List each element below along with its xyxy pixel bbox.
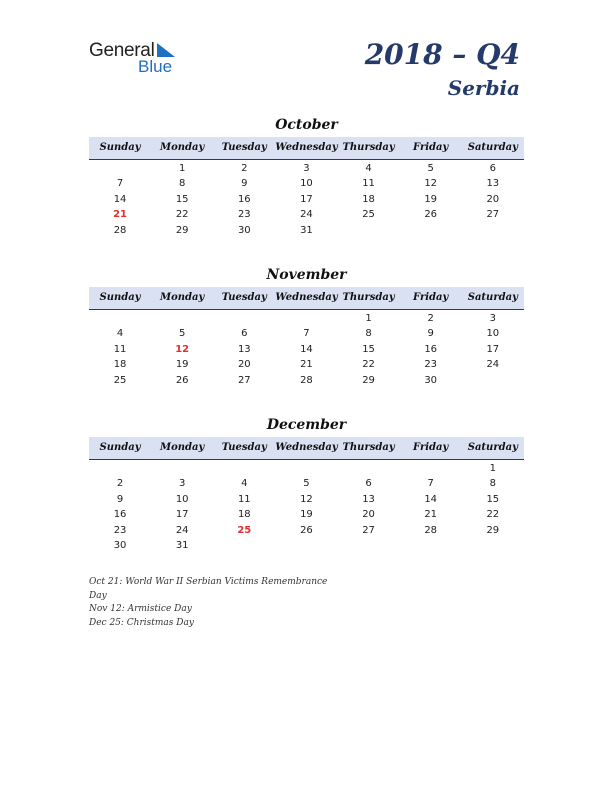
day-cell: 4: [241, 478, 248, 490]
day-cell: [275, 538, 337, 553]
day-cell: 15: [175, 193, 189, 205]
day-cell: [213, 311, 275, 326]
day-cell: 5: [427, 163, 434, 174]
week-row: [89, 492, 524, 507]
week-row: [89, 357, 524, 372]
holiday-day-cell: 21: [113, 209, 128, 221]
day-cell: 29: [486, 524, 500, 536]
day-cell: 19: [300, 509, 313, 521]
day-cell: [151, 311, 213, 326]
weekday-header-row: [89, 137, 524, 160]
weekday-header: Tuesday: [221, 142, 267, 153]
week-row: [89, 223, 524, 238]
day-cell: 12: [424, 178, 438, 190]
day-cell: 5: [303, 478, 310, 490]
weekday-header: Wednesday: [275, 292, 338, 303]
day-cell: 16: [424, 343, 438, 355]
day-cell: [275, 461, 337, 476]
day-cell: [275, 311, 337, 326]
day-cell: [151, 461, 213, 476]
day-cell: 31: [300, 224, 313, 236]
day-cell: 6: [365, 478, 372, 490]
day-cell: [89, 161, 151, 176]
weekday-header: Saturday: [467, 442, 518, 453]
day-cell: 9: [116, 493, 124, 505]
week-row: [89, 192, 524, 207]
note-line: Day: [89, 590, 107, 601]
day-cell: 20: [362, 509, 375, 521]
day-cell: 14: [424, 493, 438, 505]
day-cell: 4: [116, 328, 124, 340]
weekday-header: Thursday: [342, 442, 395, 453]
day-cell: 22: [486, 509, 500, 521]
day-cell: 2: [116, 478, 124, 490]
day-cell: 7: [427, 478, 434, 490]
day-cell: 8: [489, 478, 496, 490]
day-cell: 30: [113, 539, 127, 551]
day-cell: 22: [175, 209, 189, 221]
day-cell: [89, 311, 151, 326]
note-line: Nov 12: Armistice Day: [89, 604, 192, 614]
day-cell: [338, 223, 400, 238]
day-cell: [89, 461, 151, 476]
weekday-header: Monday: [160, 292, 205, 303]
day-cell: 9: [427, 328, 434, 340]
weekday-header: Friday: [413, 442, 449, 453]
weekday-header: Saturday: [467, 292, 518, 303]
week-row: [89, 461, 524, 476]
week-row: [89, 507, 524, 522]
week-row: [89, 176, 524, 191]
day-cell: 2: [427, 313, 434, 324]
brand-logo: [89, 40, 199, 80]
weekday-header: Monday: [160, 442, 205, 453]
day-cell: 16: [237, 193, 251, 205]
day-cell: [213, 538, 275, 553]
month-name: November: [266, 267, 347, 283]
day-cell: [462, 373, 524, 388]
day-cell: 27: [362, 524, 375, 536]
day-cell: 3: [179, 478, 186, 490]
day-cell: 1: [489, 463, 496, 474]
day-cell: 18: [237, 509, 251, 521]
day-cell: 4: [365, 163, 372, 174]
day-cell: [338, 538, 400, 553]
weekday-header: Wednesday: [275, 442, 338, 453]
day-cell: 10: [300, 178, 313, 190]
day-cell: 24: [300, 209, 313, 221]
weekday-header: Monday: [160, 142, 205, 153]
holiday-day-cell: 12: [175, 343, 190, 355]
day-cell: 18: [362, 193, 375, 205]
week-row: [89, 523, 524, 538]
day-cell: 26: [424, 209, 438, 221]
day-cell: 23: [424, 359, 438, 371]
weekday-header: Thursday: [342, 142, 395, 153]
month-name: October: [275, 117, 338, 133]
day-cell: 13: [362, 493, 375, 505]
weekday-header: Tuesday: [221, 442, 267, 453]
day-cell: 17: [300, 193, 313, 205]
day-cell: 1: [365, 313, 372, 324]
month-calendar-october: [89, 116, 524, 238]
day-cell: 26: [175, 374, 189, 386]
day-cell: 15: [486, 493, 500, 505]
day-cell: 29: [175, 224, 189, 236]
day-cell: 28: [300, 374, 313, 386]
day-cell: 3: [303, 163, 310, 174]
day-cell: 14: [300, 343, 313, 355]
note-line: Oct 21: World War II Serbian Victims Remembrance: [89, 577, 328, 587]
week-row: [89, 161, 524, 176]
week-row: [89, 373, 524, 388]
month-calendar-november: [89, 266, 524, 388]
holiday-day-cell: 25: [237, 524, 252, 536]
day-cell: 13: [237, 343, 251, 355]
day-cell: 22: [362, 359, 375, 371]
day-cell: [400, 461, 462, 476]
day-cell: 28: [424, 524, 438, 536]
day-cell: 31: [175, 539, 189, 551]
day-cell: 25: [113, 374, 127, 386]
day-cell: 29: [362, 374, 375, 386]
day-cell: 6: [489, 163, 496, 174]
logo-blue-text: Blue: [138, 57, 173, 76]
day-cell: 14: [113, 193, 127, 205]
day-cell: 5: [179, 328, 186, 340]
day-cell: 27: [486, 209, 500, 221]
weekday-header: Friday: [413, 292, 449, 303]
day-cell: [400, 223, 462, 238]
day-cell: 8: [365, 328, 372, 340]
week-row: [89, 311, 524, 326]
day-cell: 9: [241, 178, 248, 190]
weekday-header-row: [89, 287, 524, 310]
day-cell: [462, 538, 524, 553]
day-cell: 24: [175, 524, 189, 536]
logo-general-text: General: [89, 40, 155, 61]
week-row: [89, 476, 524, 491]
week-row: [89, 342, 524, 357]
day-cell: 7: [303, 328, 310, 340]
day-cell: 24: [486, 359, 500, 371]
day-cell: 12: [300, 493, 313, 505]
day-cell: 3: [489, 313, 496, 324]
weekday-header: Thursday: [342, 292, 395, 303]
day-cell: 13: [486, 178, 500, 190]
day-cell: [213, 461, 275, 476]
week-row: [89, 538, 524, 553]
day-cell: 20: [237, 359, 251, 371]
day-cell: 10: [175, 493, 189, 505]
weekday-header: Friday: [413, 142, 449, 153]
day-cell: 18: [113, 359, 127, 371]
day-cell: 27: [237, 374, 251, 386]
weekday-header: Sunday: [99, 442, 141, 453]
day-cell: 10: [486, 328, 500, 340]
day-cell: 15: [362, 343, 375, 355]
day-cell: 23: [237, 209, 251, 221]
weekday-header-row: [89, 437, 524, 460]
day-cell: 7: [116, 178, 124, 190]
day-cell: 19: [175, 359, 189, 371]
day-cell: 19: [424, 193, 438, 205]
week-row: [89, 326, 524, 341]
day-cell: 17: [175, 509, 189, 521]
weekday-header: Wednesday: [275, 142, 338, 153]
day-cell: 1: [179, 163, 186, 174]
day-cell: 20: [486, 193, 500, 205]
day-cell: 26: [300, 524, 313, 536]
day-cell: 23: [113, 524, 127, 536]
month-name: December: [266, 417, 347, 433]
day-cell: 11: [113, 343, 127, 355]
weekday-header: Saturday: [467, 142, 518, 153]
day-cell: 25: [362, 209, 375, 221]
page-title: 2018 – Q4: [364, 38, 520, 71]
day-cell: 2: [241, 163, 248, 174]
week-row: [89, 207, 524, 222]
weekday-header: Sunday: [99, 292, 141, 303]
day-cell: 11: [237, 493, 251, 505]
day-cell: 17: [486, 343, 500, 355]
day-cell: 30: [424, 374, 438, 386]
day-cell: [338, 461, 400, 476]
day-cell: 30: [237, 224, 251, 236]
day-cell: 28: [113, 224, 127, 236]
day-cell: 8: [179, 178, 186, 190]
note-line: Dec 25: Christmas Day: [89, 617, 194, 628]
day-cell: 6: [241, 328, 248, 340]
holiday-notes: [89, 576, 329, 630]
day-cell: 21: [424, 509, 438, 521]
day-cell: 11: [362, 178, 375, 190]
weekday-header: Tuesday: [221, 292, 267, 303]
weekday-header: Sunday: [99, 142, 141, 153]
month-calendar-december: [89, 416, 524, 553]
day-cell: [400, 538, 462, 553]
day-cell: [462, 223, 524, 238]
country-subtitle: Serbia: [447, 76, 520, 100]
day-cell: 16: [113, 509, 127, 521]
day-cell: 21: [300, 359, 313, 371]
